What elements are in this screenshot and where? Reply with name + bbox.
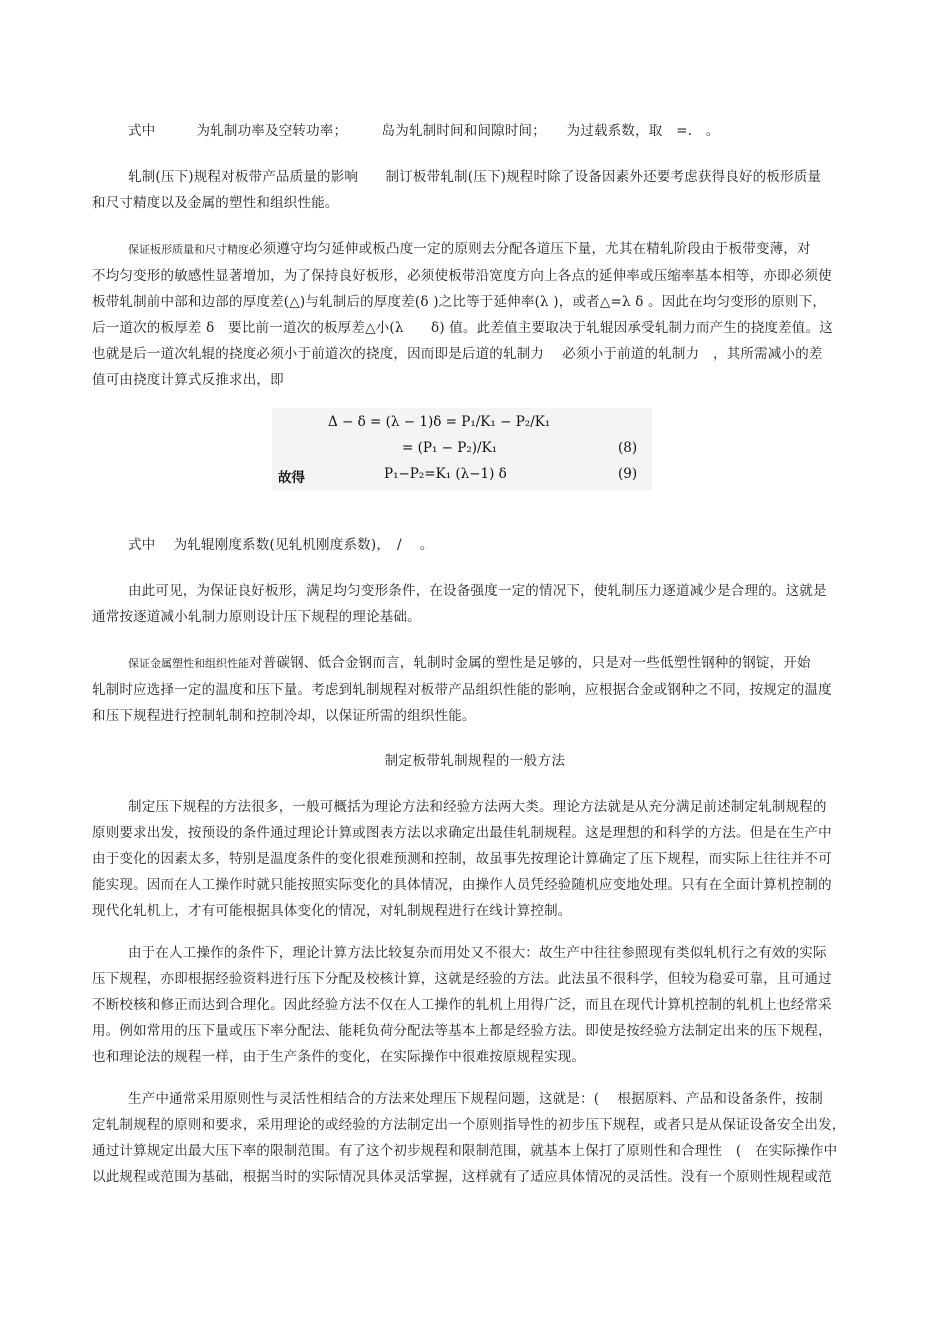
text-line: 由于在人工操作的条件下，理论计算方法比较复杂而用处又不很大：故生产中往往参照现有类似轧机行之有效的实际	[128, 945, 827, 961]
text-line: 也就是后一道次轧辊的挠度必须小于前道次的挠度，因而即是后道的轧制力 必须小于前道的轧制力 ，其所需减小的差	[92, 346, 823, 362]
text-line: 定轧制规程的原则和要求，采用理论的或经验的方法制定出一个原则指导性的初步压下规程，或者只是从保证设备安全出发，	[92, 1117, 846, 1133]
paragraph-shape-quality	[92, 236, 862, 393]
paragraph-stiffness-note	[92, 532, 862, 558]
text-line: 以此规程或范围为基础，根据当时的实际情况具体灵活掌握，这样就有了适应具体情况的灵活性。没有一个原则性规程或范	[92, 1169, 832, 1185]
text-line: 和压下规程进行控制轧制和控制冷却，以保证所需的组织性能。	[92, 708, 476, 724]
text-line: 生产中通常采用原则性与灵活性相结合的方法来处理压下规程问题，这就是：( 根据原料、产品和设备条件，按制	[128, 1091, 823, 1107]
formula-prefix: 故得	[278, 470, 305, 486]
section-label: 保证金属塑性和组织性能	[128, 657, 249, 670]
text-line: 由于变化的因素太多，特别是温度条件的变化很难预测和控制，故虽事先按理论计算确定了压下规程，而实际上往往并不可	[92, 851, 832, 867]
paragraph-quality-influence	[92, 164, 862, 216]
paragraph-conclusion	[92, 578, 862, 630]
text-line: 后一道次的板厚差 δ 要比前一道次的板厚差△小(λ δ) 值。此差值主要取决于轧辊因承受轧制力而产生的挠度差值。这	[92, 320, 833, 336]
section-label: 保证板形质量和尺寸精度	[128, 243, 249, 256]
text-line: 制定压下规程的方法很多，一般可概括为理论方法和经验方法两大类。理论方法就是从充分满足前述制定轧制规程的	[128, 799, 827, 815]
formula-block	[272, 408, 652, 490]
text-line: 值可由挠度计算式反推求出，即	[92, 372, 284, 388]
paragraph-practice	[92, 1086, 862, 1190]
equation-number-9: (9)	[618, 466, 638, 482]
text-line: 不均匀变形的敏感性显著增加，为了保持良好板形，必须使板带沿宽度方向上各点的延伸率或压缩率基本相等，亦即必须使	[92, 268, 832, 284]
text-line: 轧制(压下)规程对板带产品质量的影响 制订板带轧制(压下)规程时除了设备因素外还要考虑获得良好的板形质量	[128, 169, 822, 185]
paragraph-methods	[92, 794, 862, 924]
text-line: 和尺寸精度以及金属的塑性和组织性能。	[92, 195, 339, 211]
text-line: 不断校核和修正而达到合理化。因此经验方法不仅在人工操作的轧机上用得广泛，而且在现代计算机控制的轧机上也经常采	[92, 997, 832, 1013]
text-line: 用。例如常用的压下量或压下率分配法、能耗负荷分配法等基本上都是经验方法。即使是按经验方法制定出来的压下规程，	[92, 1023, 832, 1039]
formula-line-1: Δ − δ = (λ − 1)δ = P₁/K₁ − P₂/K₁	[328, 414, 551, 430]
text-line: 通过计算规定出最大压下率的限制范围。有了这个初步规程和限制范围，就基本上保打了原则性和合理性 ( 在实际操作中	[92, 1143, 838, 1159]
text-line: 保证金属塑性和组织性能对普碳钢、低合金钢而言，轧制时金属的塑性是足够的，只是对一些低塑性钢种的钢锭，开始	[128, 655, 811, 671]
text-line: 通常按逐道减小轧制力原则设计压下规程的理论基础。	[92, 609, 421, 625]
paragraph-empirical	[92, 940, 862, 1070]
text-line: 也和理论法的规程一样，由于生产条件的变化，在实际操作中很难按原规程实现。	[92, 1049, 586, 1065]
section-heading: 制定板带轧制规程的一般方法	[384, 753, 566, 769]
text-line: 保证板形质量和尺寸精度必须遵守均匀延伸或板凸度一定的原则去分配各道压下量，尤其在精轧阶段由于板带变薄，对	[128, 241, 811, 257]
formula-line-3: P₁−P₂=K₁ (λ−1) δ	[384, 466, 507, 482]
text-line: 压下规程，亦即根据经验资料进行压下分配及校核计算，这就是经验的方法。此法虽不很科学，但较为稳妥可靠，且可通过	[92, 971, 832, 987]
paragraph-plasticity	[92, 650, 862, 729]
text-line: 原则要求出发，按预设的条件通过理论计算或图表方法以求确定出最佳轧制规程。这是理想的和科学的方法。但是在生产中	[92, 825, 832, 841]
text-line: 现代化轧机上，才有可能根据具体变化的情况，对轧制规程进行在线计算控制。	[92, 903, 572, 919]
text-line: 式中 为轧制功率及空转功率； 岛为轧制时间和间隙时间； 为过载系数，取 =. 。	[128, 123, 720, 139]
formula-line-2: = (P₁ − P₂)/K₁	[402, 440, 498, 456]
equation-number-8: (8)	[618, 440, 638, 456]
text-line: 轧制时应选择一定的温度和压下量。考虑到轧制规程对板带产品组织性能的影响，应根据合金或钢种之不同，按规定的温度	[92, 682, 832, 698]
text-line: 板带轧制前中部和边部的厚度差(△)与轧制后的厚度差(δ )之比等于延伸率(λ )，或者△=λ δ 。因此在均匀变形的原则下，	[92, 294, 827, 310]
text-line: 能实现。因而在人工操作时就只能按照实际变化的具体情况，由操作人员凭经验随机应变地处理。只有在全面计算机控制的	[92, 877, 832, 893]
text-line: 由此可见，为保证良好板形，满足均匀变形条件，在设备强度一定的情况下，使轧制压力逐道减少是合理的。这就是	[128, 583, 827, 599]
paragraph-formula-note	[92, 118, 862, 144]
text-line: 式中 为轧辊刚度系数(见轧机刚度系数)， / 。	[128, 537, 434, 553]
